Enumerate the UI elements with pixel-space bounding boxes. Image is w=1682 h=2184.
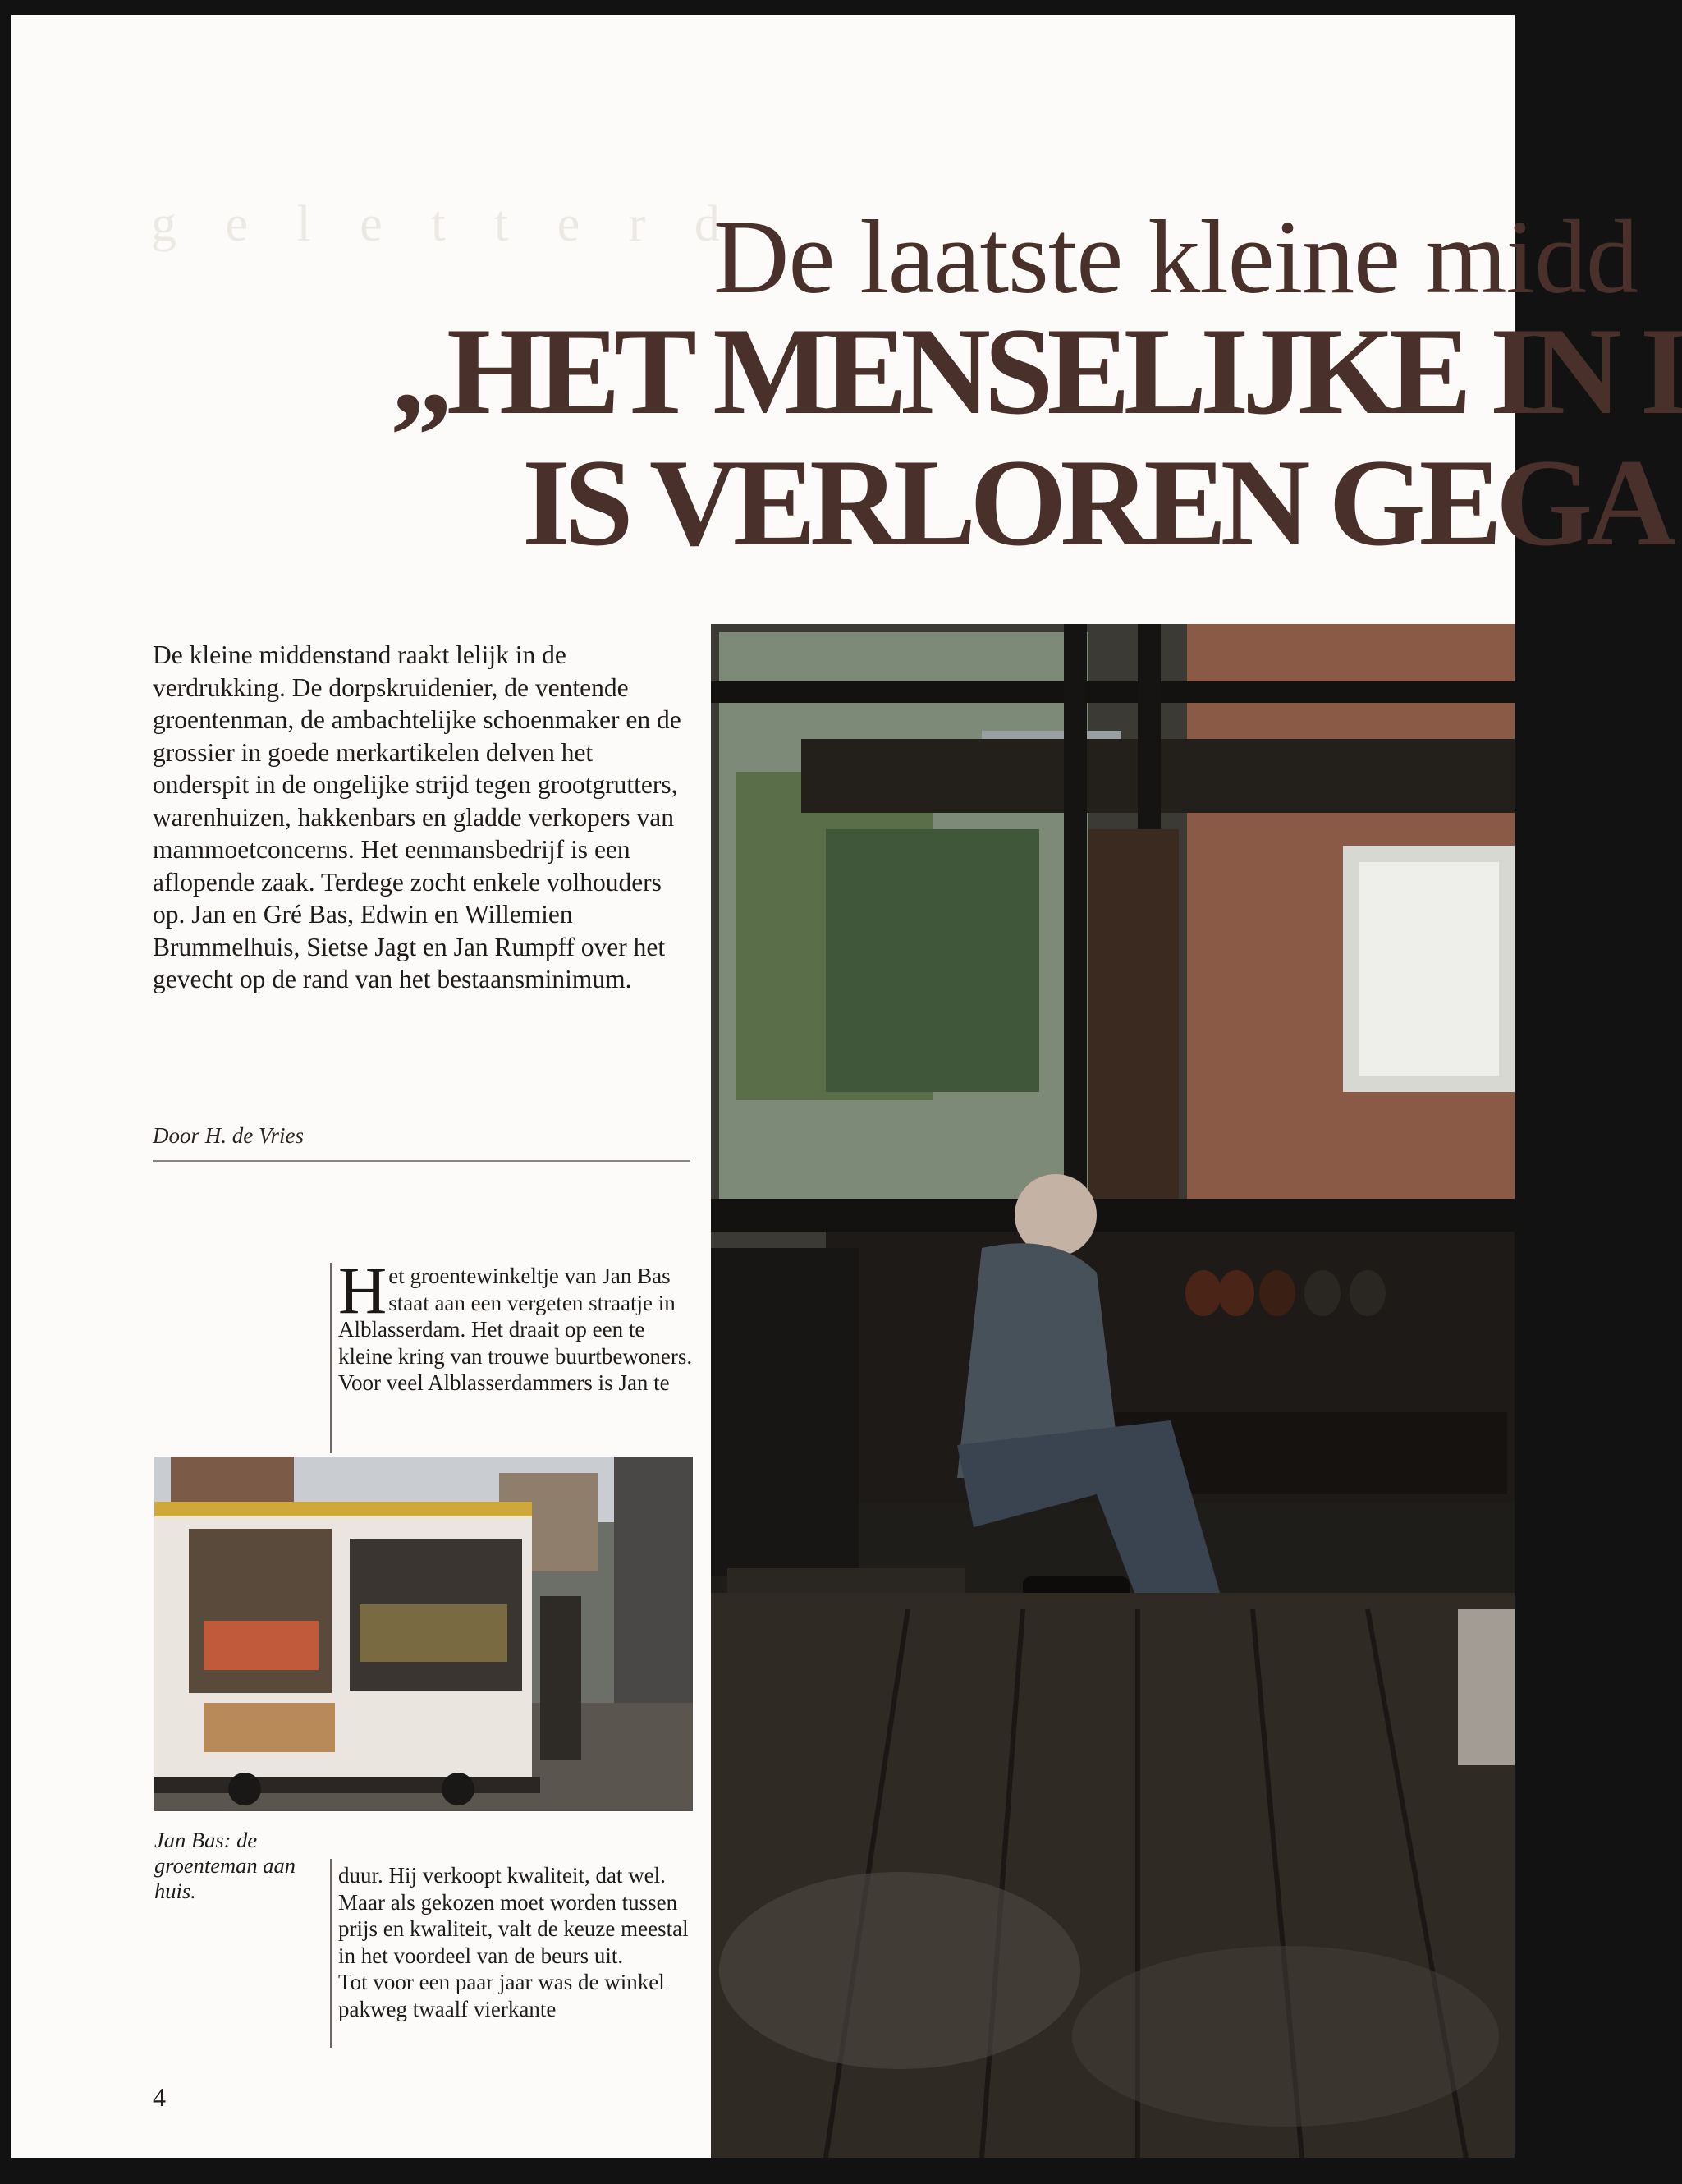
- column-rule-top: [330, 1263, 332, 1453]
- byline: Door H. de Vries: [153, 1123, 304, 1148]
- body-paragraph-1: et groentewinkeltje van Jan Bas staat aan een vergeten straatje in Alblasserdam. Het draait op een te kleine kring van trouwe buurtbewoners. Voor veel Alblasserdammers is Jan te: [338, 1264, 693, 1395]
- show-through-text: g e l e t t e r d: [151, 196, 738, 252]
- article-kicker: De laatste kleine midd: [713, 199, 1638, 315]
- column-rule-bottom: [330, 1859, 332, 2048]
- headline-line-1: „HET MENSELIJKE IN I: [391, 302, 1682, 440]
- photo-caption: Jan Bas: de groenteman aan huis.: [154, 1828, 296, 1903]
- byline-divider: [153, 1160, 690, 1162]
- body-column-bottom: [338, 1862, 693, 2022]
- photo-vending-van: [154, 1457, 693, 1811]
- photo-workshop-man: [711, 624, 1515, 2158]
- intro-paragraph: De kleine middenstand raakt lelijk in de verdrukking. De dorpskruidenier, de ventende groentenman, de ambachtelijke schoenmaker en de grossier in goede merkartikelen delven het onderspit in de ongelijke strijd tegen grootgrutters, warenhuizen, hakkenbars en gladde verkopers van mammoetconcerns. Het eenmansbedrijf is een aflopende zaak. Terdege zocht enkele volhouders op. Jan en Gré Bas, Edwin en Willemien Brummelhuis, Sietse Jagt en Jan Rumpff over het gevecht op de rand van het bestaansminimum.: [153, 640, 681, 993]
- page-number: 4: [153, 2082, 166, 2112]
- headline-line-2: IS VERLOREN GEGA: [522, 434, 1671, 571]
- drop-cap: H: [338, 1253, 387, 1328]
- body-paragraph-2: duur. Hij verkoopt kwaliteit, dat wel. Maar als gekozen moet worden tussen prijs en kwaliteit, valt de keuze meestal in het voordeel van de beurs uit.: [338, 1863, 689, 1968]
- magazine-page: [11, 15, 1682, 2158]
- body-paragraph-3: Tot voor een paar jaar was de winkel pakweg twaalf vierkante: [338, 1970, 665, 2021]
- body-column-top: [338, 1253, 693, 1397]
